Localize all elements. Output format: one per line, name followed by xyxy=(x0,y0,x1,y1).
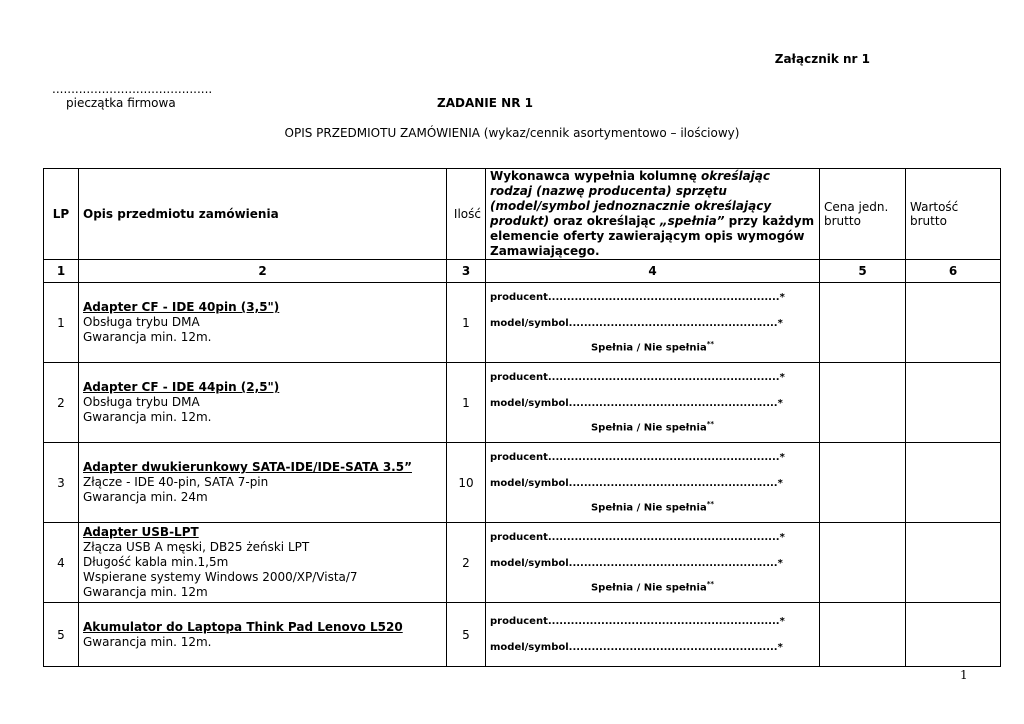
header-total-value: Wartość brutto xyxy=(906,169,1001,260)
producent-field[interactable]: producent.............................................................* xyxy=(490,372,785,384)
row-contractor-fill[interactable] xyxy=(486,523,820,603)
column-number: 3 xyxy=(447,260,486,283)
item-detail: Długość kabla min.1,5m xyxy=(83,555,229,569)
row-quantity: 10 xyxy=(447,443,486,523)
row-contractor-fill[interactable] xyxy=(486,363,820,443)
header-contractor-text-2: określając rodzaj (nazwę producenta) sprzętu (model/symbol jednoznacznie określający produkt) xyxy=(490,169,772,228)
header-description: Opis przedmiotu zamówienia xyxy=(79,169,447,260)
header-contractor-text-1: Wykonawca wypełnia kolumnę xyxy=(490,169,702,183)
row-quantity: 1 xyxy=(447,283,486,363)
row-description xyxy=(79,363,447,443)
row-unit-price[interactable] xyxy=(820,363,906,443)
producent-field[interactable]: producent.............................................................* xyxy=(490,292,785,304)
row-lp: 2 xyxy=(44,363,79,443)
item-detail: Obsługa trybu DMA xyxy=(83,315,200,329)
row-total-value[interactable] xyxy=(906,603,1001,667)
row-quantity: 2 xyxy=(447,523,486,603)
item-detail: Złącze - IDE 40-pin, SATA 7-pin xyxy=(83,475,269,489)
row-total-value[interactable] xyxy=(906,443,1001,523)
column-number-row xyxy=(44,260,1001,283)
compliance-label: Spełnia / Nie spełnia** xyxy=(590,340,715,354)
producent-field[interactable]: producent.............................................................* xyxy=(490,532,785,544)
model-field[interactable]: model/symbol.......................................................* xyxy=(490,642,783,653)
order-description-title: OPIS PRZEDMIOTU ZAMÓWIENIA (wykaz/cennik asortymentowo – ilościowy) xyxy=(284,126,740,140)
row-total-value[interactable] xyxy=(906,523,1001,603)
row-lp: 5 xyxy=(44,603,79,667)
column-number: 4 xyxy=(486,260,820,283)
attachment-label: Załącznik nr 1 xyxy=(774,52,870,66)
item-detail: Wspierane systemy Windows 2000/XP/Vista/7 xyxy=(83,570,358,584)
row-lp: 4 xyxy=(44,523,79,603)
table-row xyxy=(44,443,1001,523)
column-number: 5 xyxy=(820,260,906,283)
column-number: 2 xyxy=(79,260,447,283)
row-description xyxy=(79,283,447,363)
row-unit-price[interactable] xyxy=(820,523,906,603)
row-contractor-fill[interactable] xyxy=(486,603,820,667)
item-detail: Złącza USB A męski, DB25 żeński LPT xyxy=(83,540,310,554)
model-field[interactable]: model/symbol.......................................................* xyxy=(490,398,783,410)
model-field[interactable]: model/symbol.......................................................* xyxy=(490,558,783,570)
model-field[interactable]: model/symbol.......................................................* xyxy=(490,318,783,330)
item-detail: Gwarancja min. 12m. xyxy=(83,330,212,344)
row-unit-price[interactable] xyxy=(820,603,906,667)
table-row xyxy=(44,363,1001,443)
row-description xyxy=(79,523,447,603)
row-lp: 1 xyxy=(44,283,79,363)
task-title: ZADANIE NR 1 xyxy=(437,96,533,110)
compliance-label: Spełnia / Nie spełnia** xyxy=(590,500,715,514)
row-total-value[interactable] xyxy=(906,363,1001,443)
row-lp: 3 xyxy=(44,443,79,523)
stamp-dots: .......................................... xyxy=(52,82,213,96)
header-contractor-text-3: oraz określając xyxy=(549,214,660,228)
assortment-table xyxy=(43,168,1001,667)
item-title: Adapter CF - IDE 44pin (2,5") xyxy=(83,380,280,394)
row-description xyxy=(79,443,447,523)
table-row xyxy=(44,523,1001,603)
producent-field[interactable]: producent.............................................................* xyxy=(490,616,785,627)
producent-field[interactable]: producent.............................................................* xyxy=(490,452,785,464)
header-contractor xyxy=(486,169,820,260)
header-contractor-text-4: „spełnia” xyxy=(659,214,725,228)
row-contractor-fill[interactable] xyxy=(486,443,820,523)
table-header-row xyxy=(44,169,1001,260)
header-unit-price: Cena jedn. brutto xyxy=(820,169,906,260)
column-number: 1 xyxy=(44,260,79,283)
stamp-label: pieczątka firmowa xyxy=(66,96,176,110)
item-detail: Gwarancja min. 12m. xyxy=(83,410,212,424)
row-unit-price[interactable] xyxy=(820,443,906,523)
item-detail: Obsługa trybu DMA xyxy=(83,395,200,409)
item-title: Akumulator do Laptopa Think Pad Lenovo L520 xyxy=(83,619,403,634)
row-description xyxy=(79,603,447,667)
table-row xyxy=(44,283,1001,363)
column-number: 6 xyxy=(906,260,1001,283)
row-quantity: 1 xyxy=(447,363,486,443)
model-field[interactable]: model/symbol.......................................................* xyxy=(490,478,783,490)
compliance-label: Spełnia / Nie spełnia** xyxy=(590,580,715,594)
compliance-label: Spełnia / Nie spełnia** xyxy=(590,420,715,434)
item-title: Adapter dwukierunkowy SATA-IDE/IDE-SATA 3.5” xyxy=(83,460,412,474)
item-detail: Gwarancja min. 12m. xyxy=(83,634,212,649)
header-quantity: Ilość xyxy=(447,169,486,260)
table-row xyxy=(44,603,1001,667)
item-title: Adapter USB-LPT xyxy=(83,525,199,539)
item-title: Adapter CF - IDE 40pin (3,5") xyxy=(83,300,280,314)
item-detail: Gwarancja min. 12m xyxy=(83,585,208,599)
header-lp: LP xyxy=(44,169,79,260)
row-contractor-fill[interactable] xyxy=(486,283,820,363)
row-quantity: 5 xyxy=(447,603,486,667)
header-contractor-text-5: przy każdym elemencie oferty zawierającym opis wymogów Zamawiającego. xyxy=(490,214,815,258)
row-total-value[interactable] xyxy=(906,283,1001,363)
page-number: 1 xyxy=(960,668,968,682)
row-unit-price[interactable] xyxy=(820,283,906,363)
item-detail: Gwarancja min. 24m xyxy=(83,490,208,504)
